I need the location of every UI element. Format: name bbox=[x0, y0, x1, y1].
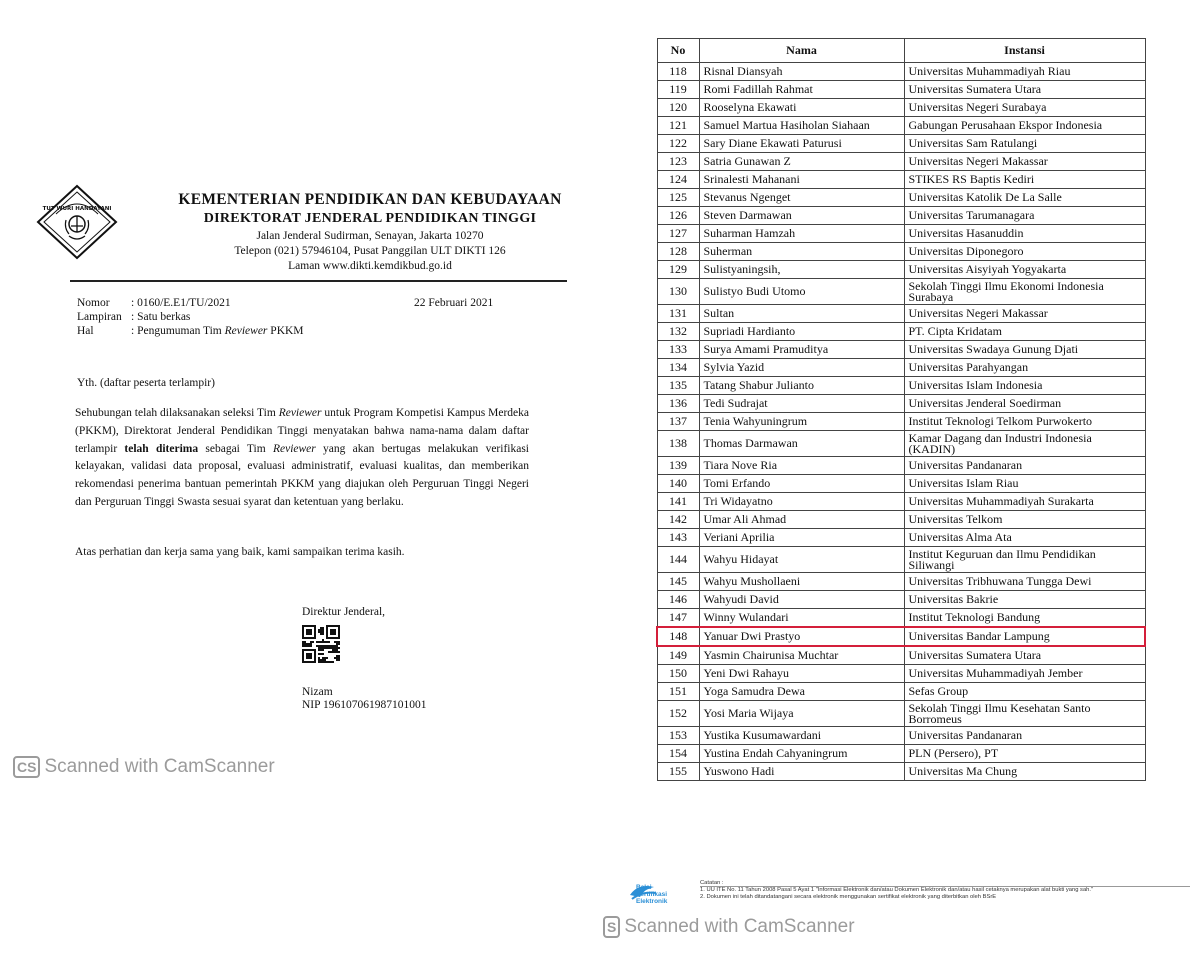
cell-no: 128 bbox=[657, 243, 699, 261]
cell-instansi: Universitas Alma Ata bbox=[904, 529, 1145, 547]
table-row bbox=[657, 189, 1145, 207]
cell-instansi: Universitas Sam Ratulangi bbox=[904, 135, 1145, 153]
camscanner-text-right: Scanned with CamScanner bbox=[624, 916, 855, 937]
cell-no: 127 bbox=[657, 225, 699, 243]
cell-no: 137 bbox=[657, 413, 699, 431]
table-row bbox=[657, 493, 1145, 511]
cell-instansi: PLN (Persero), PT bbox=[904, 745, 1145, 763]
bsre-label: Balai Sertifikasi Elektronik bbox=[636, 884, 668, 905]
cell-no: 124 bbox=[657, 171, 699, 189]
table-row bbox=[657, 117, 1145, 135]
cell-nama: Suherman bbox=[699, 243, 904, 261]
reviewer-table bbox=[656, 38, 1146, 781]
cell-no: 141 bbox=[657, 493, 699, 511]
cell-nama: Yasmin Chairunisa Muchtar bbox=[699, 646, 904, 665]
cell-nama: Risnal Diansyah bbox=[699, 63, 904, 81]
table-row bbox=[657, 323, 1145, 341]
cell-no: 136 bbox=[657, 395, 699, 413]
meta-hal bbox=[77, 325, 304, 337]
table-row bbox=[657, 475, 1145, 493]
signer-nip: NIP 196107061987101001 bbox=[302, 699, 427, 711]
table-row bbox=[657, 171, 1145, 189]
table-row bbox=[657, 529, 1145, 547]
meta-nomor-label: Nomor bbox=[77, 297, 110, 309]
table-row bbox=[657, 763, 1145, 781]
cell-nama: Wahyu Hidayat bbox=[699, 547, 904, 573]
cell-nama: Suharman Hamzah bbox=[699, 225, 904, 243]
cell-no: 146 bbox=[657, 591, 699, 609]
body-bold: telah diterima bbox=[124, 442, 199, 455]
cell-no: 119 bbox=[657, 81, 699, 99]
cell-no: 154 bbox=[657, 745, 699, 763]
cell-instansi: PT. Cipta Kridatam bbox=[904, 323, 1145, 341]
directorate-name: DIREKTORAT JENDERAL PENDIDIKAN TINGGI bbox=[203, 211, 537, 226]
camscanner-watermark bbox=[13, 756, 275, 778]
cell-instansi: Gabungan Perusahaan Ekspor Indonesia bbox=[904, 117, 1145, 135]
cell-instansi: Universitas Muhammadiyah Surakarta bbox=[904, 493, 1145, 511]
cell-nama: Romi Fadillah Rahmat bbox=[699, 81, 904, 99]
cell-nama: Supriadi Hardianto bbox=[699, 323, 904, 341]
letter-body bbox=[75, 405, 529, 512]
cell-instansi: Universitas Muhammadiyah Riau bbox=[904, 63, 1145, 81]
table-row bbox=[657, 153, 1145, 171]
cell-instansi: Universitas Tribhuwana Tungga Dewi bbox=[904, 573, 1145, 591]
table-header-row bbox=[657, 39, 1145, 63]
cell-instansi: Universitas Parahyangan bbox=[904, 359, 1145, 377]
closing-sentence: Atas perhatian dan kerja sama yang baik, kami sampaikan terima kasih. bbox=[75, 546, 405, 558]
table-row bbox=[657, 63, 1145, 81]
cell-nama: Tri Widayatno bbox=[699, 493, 904, 511]
body-part-3: sebagai Tim bbox=[198, 442, 273, 455]
footer-notes bbox=[700, 880, 1190, 901]
cell-instansi: Universitas Pandanaran bbox=[904, 727, 1145, 745]
cell-no: 153 bbox=[657, 727, 699, 745]
table-row bbox=[657, 665, 1145, 683]
cell-instansi: Sekolah Tinggi Ilmu Kesehatan Santo Borromeus bbox=[904, 701, 1145, 727]
table-row bbox=[657, 431, 1145, 457]
cell-nama: Umar Ali Ahmad bbox=[699, 511, 904, 529]
cell-nama: Yustina Endah Cahyaningrum bbox=[699, 745, 904, 763]
meta-lampiran-label: Lampiran bbox=[77, 311, 122, 323]
cell-no: 142 bbox=[657, 511, 699, 529]
cell-nama: Satria Gunawan Z bbox=[699, 153, 904, 171]
cell-nama: Stevanus Ngenget bbox=[699, 189, 904, 207]
cell-nama: Tenia Wahyuningrum bbox=[699, 413, 904, 431]
cell-nama: Yuswono Hadi bbox=[699, 763, 904, 781]
body-italic-2: Reviewer bbox=[272, 442, 316, 455]
meta-lampiran bbox=[77, 311, 190, 323]
cell-nama: Sultan bbox=[699, 305, 904, 323]
cell-instansi: Universitas Tarumanagara bbox=[904, 207, 1145, 225]
cell-instansi: Universitas Negeri Makassar bbox=[904, 153, 1145, 171]
cell-instansi: STIKES RS Baptis Kediri bbox=[904, 171, 1145, 189]
cell-nama: Steven Darmawan bbox=[699, 207, 904, 225]
cell-instansi: Institut Teknologi Bandung bbox=[904, 609, 1145, 628]
cell-no: 145 bbox=[657, 573, 699, 591]
cell-nama: Surya Amami Pramuditya bbox=[699, 341, 904, 359]
table-row bbox=[657, 359, 1145, 377]
body-part-2: untuk Program Kompetisi Kampus Merdeka (PKKM), Direktorat Jenderal Pendidikan Tinggi menyatakan bahwa nama-nama dalam daftar terlampir bbox=[75, 407, 529, 455]
table-row bbox=[657, 99, 1145, 117]
cell-no: 152 bbox=[657, 701, 699, 727]
table-row bbox=[657, 745, 1145, 763]
cell-nama: Sylvia Yazid bbox=[699, 359, 904, 377]
table-row bbox=[657, 701, 1145, 727]
table-row-highlighted bbox=[657, 627, 1145, 646]
letter-date: 22 Februari 2021 bbox=[414, 297, 494, 309]
table-row bbox=[657, 279, 1145, 305]
cell-instansi: Universitas Bandar Lampung bbox=[904, 627, 1145, 646]
signature-title: Direktur Jenderal, bbox=[302, 606, 386, 618]
cell-no: 135 bbox=[657, 377, 699, 395]
cell-instansi: Sefas Group bbox=[904, 683, 1145, 701]
meta-lampiran-value: : Satu berkas bbox=[131, 311, 191, 323]
cell-nama: Samuel Martua Hasiholan Siahaan bbox=[699, 117, 904, 135]
table-row bbox=[657, 547, 1145, 573]
table-row bbox=[657, 305, 1145, 323]
table-row bbox=[657, 609, 1145, 628]
cell-no: 122 bbox=[657, 135, 699, 153]
cell-no: 134 bbox=[657, 359, 699, 377]
cell-no: 132 bbox=[657, 323, 699, 341]
cell-instansi: Universitas Negeri Makassar bbox=[904, 305, 1145, 323]
meta-nomor bbox=[77, 297, 231, 309]
meta-hal-italic: Reviewer bbox=[224, 325, 268, 337]
meta-hal-label: Hal bbox=[77, 325, 94, 337]
cell-no: 151 bbox=[657, 683, 699, 701]
cell-instansi: Institut Keguruan dan Ilmu Pendidikan Siliwangi bbox=[904, 547, 1145, 573]
table-row bbox=[657, 683, 1145, 701]
table-row bbox=[657, 395, 1145, 413]
cell-instansi: Universitas Telkom bbox=[904, 511, 1145, 529]
table-row bbox=[657, 207, 1145, 225]
cell-nama: Yosi Maria Wijaya bbox=[699, 701, 904, 727]
cell-nama: Thomas Darmawan bbox=[699, 431, 904, 457]
camscanner-icon: CS bbox=[13, 756, 40, 778]
cell-instansi: Universitas Bakrie bbox=[904, 591, 1145, 609]
cell-no: 121 bbox=[657, 117, 699, 135]
header-no: No bbox=[657, 39, 699, 63]
tut-wuri-handayani-logo bbox=[36, 184, 118, 260]
cell-no: 131 bbox=[657, 305, 699, 323]
cell-instansi: Sekolah Tinggi Ilmu Ekonomi Indonesia Surabaya bbox=[904, 279, 1145, 305]
camscanner-text: Scanned with CamScanner bbox=[44, 756, 275, 777]
cell-no: 138 bbox=[657, 431, 699, 457]
cell-nama: Tatang Shabur Julianto bbox=[699, 377, 904, 395]
cell-nama: Tedi Sudrajat bbox=[699, 395, 904, 413]
cell-nama: Yanuar Dwi Prastyo bbox=[699, 627, 904, 646]
footer-note-1: 1. UU ITE No. 11 Tahun 2008 Pasal 5 Ayat 1 "Informasi Elektronik dan/atau Dokumen Elektronik dan/atau hasil cetaknya merupakan alat bukti yang sah." bbox=[700, 887, 1094, 893]
cell-nama: Veriani Aprilia bbox=[699, 529, 904, 547]
table-row bbox=[657, 511, 1145, 529]
table-row bbox=[657, 243, 1145, 261]
letterhead-address: Jalan Jenderal Sudirman, Senayan, Jakarta 10270 bbox=[256, 230, 484, 242]
cell-instansi: Universitas Negeri Surabaya bbox=[904, 99, 1145, 117]
cell-instansi: Universitas Islam Indonesia bbox=[904, 377, 1145, 395]
cell-nama: Yeni Dwi Rahayu bbox=[699, 665, 904, 683]
cell-no: 150 bbox=[657, 665, 699, 683]
logo-text: TUT WURI HANDAYANI bbox=[42, 206, 112, 212]
body-italic-1: Reviewer bbox=[278, 407, 322, 419]
table-row bbox=[657, 135, 1145, 153]
cell-no: 120 bbox=[657, 99, 699, 117]
meta-nomor-value: : 0160/E.E1/TU/2021 bbox=[131, 297, 231, 309]
letterhead-divider bbox=[70, 280, 567, 282]
letterhead-phone: Telepon (021) 57946104, Pusat Panggilan ULT DIKTI 126 bbox=[234, 245, 506, 257]
table-row bbox=[657, 81, 1145, 99]
cell-nama: Winny Wulandari bbox=[699, 609, 904, 628]
cell-no: 140 bbox=[657, 475, 699, 493]
cell-instansi: Kamar Dagang dan Industri Indonesia (KADIN) bbox=[904, 431, 1145, 457]
cell-no: 130 bbox=[657, 279, 699, 305]
table-row bbox=[657, 457, 1145, 475]
qr-code-icon bbox=[302, 625, 340, 663]
footer-note-2: 2. Dokumen ini telah ditandatangani secara elektronik menggunakan sertifikat elektronik yang diterbitkan oleh BSrE bbox=[700, 894, 997, 900]
cell-no: 144 bbox=[657, 547, 699, 573]
table-row bbox=[657, 341, 1145, 359]
cell-no: 123 bbox=[657, 153, 699, 171]
catatan-label: Catatan : bbox=[700, 880, 724, 886]
cell-nama: Rooselyna Ekawati bbox=[699, 99, 904, 117]
cell-instansi: Universitas Muhammadiyah Jember bbox=[904, 665, 1145, 683]
table-row bbox=[657, 573, 1145, 591]
table-row bbox=[657, 591, 1145, 609]
signer-name: Nizam bbox=[302, 686, 333, 698]
cell-instansi: Universitas Sumatera Utara bbox=[904, 646, 1145, 665]
header-instansi: Instansi bbox=[904, 39, 1145, 63]
cell-no: 143 bbox=[657, 529, 699, 547]
ministry-name: KEMENTERIAN PENDIDIKAN DAN KEBUDAYAAN bbox=[178, 191, 562, 208]
cell-no: 147 bbox=[657, 609, 699, 628]
recipient: Yth. (daftar peserta terlampir) bbox=[77, 377, 215, 389]
cell-no: 118 bbox=[657, 63, 699, 81]
cell-nama: Sary Diane Ekawati Paturusi bbox=[699, 135, 904, 153]
cell-no: 148 bbox=[657, 627, 699, 646]
cell-instansi: Institut Teknologi Telkom Purwokerto bbox=[904, 413, 1145, 431]
cell-no: 129 bbox=[657, 261, 699, 279]
body-part-1: Sehubungan telah dilaksanakan seleksi Tim bbox=[75, 407, 279, 419]
cell-instansi: Universitas Islam Riau bbox=[904, 475, 1145, 493]
table-row bbox=[657, 377, 1145, 395]
table-row bbox=[657, 413, 1145, 431]
cell-no: 126 bbox=[657, 207, 699, 225]
cell-no: 139 bbox=[657, 457, 699, 475]
cell-no: 149 bbox=[657, 646, 699, 665]
cell-nama: Yustika Kusumawardani bbox=[699, 727, 904, 745]
cell-nama: Tomi Erfando bbox=[699, 475, 904, 493]
cell-instansi: Universitas Diponegoro bbox=[904, 243, 1145, 261]
footer-rule bbox=[700, 886, 1190, 887]
cell-instansi: Universitas Katolik De La Salle bbox=[904, 189, 1145, 207]
cell-nama: Wahyudi David bbox=[699, 591, 904, 609]
table-body bbox=[657, 63, 1145, 781]
table-row bbox=[657, 646, 1145, 665]
header-nama: Nama bbox=[699, 39, 904, 63]
cell-instansi: Universitas Jenderal Soedirman bbox=[904, 395, 1145, 413]
cell-instansi: Universitas Pandanaran bbox=[904, 457, 1145, 475]
letterhead-website: Laman www.dikti.kemdikbud.go.id bbox=[288, 260, 452, 272]
cell-nama: Sulistyo Budi Utomo bbox=[699, 279, 904, 305]
table-row bbox=[657, 225, 1145, 243]
cell-instansi: Universitas Aisyiyah Yogyakarta bbox=[904, 261, 1145, 279]
meta-hal-suffix: PKKM bbox=[267, 325, 304, 337]
camscanner-icon-right: S bbox=[603, 916, 620, 938]
cell-instansi: Universitas Swadaya Gunung Djati bbox=[904, 341, 1145, 359]
cell-no: 155 bbox=[657, 763, 699, 781]
cell-instansi: Universitas Sumatera Utara bbox=[904, 81, 1145, 99]
cell-nama: Sulistyaningsih, bbox=[699, 261, 904, 279]
meta-hal-prefix: : Pengumuman Tim bbox=[131, 325, 225, 337]
cell-no: 125 bbox=[657, 189, 699, 207]
camscanner-watermark-right bbox=[603, 916, 855, 938]
cell-nama: Wahyu Mushollaeni bbox=[699, 573, 904, 591]
cell-instansi: Universitas Hasanuddin bbox=[904, 225, 1145, 243]
cell-nama: Tiara Nove Ria bbox=[699, 457, 904, 475]
body-part-4: yang akan bertugas melakukan verifikasi kelayakan, validasi data proposal, evaluasi administratif, evaluasi kualitas, dan memberikan rekomendasi penerima bantuan pemerintah PKKM yang diajukan oleh Perguruan Tinggi Negeri dan Perguruan Tinggi Swasta sesuai syarat dan ketentuan yang berlaku. bbox=[75, 442, 529, 508]
table-row bbox=[657, 261, 1145, 279]
cell-nama: Yoga Samudra Dewa bbox=[699, 683, 904, 701]
table-row bbox=[657, 727, 1145, 745]
cell-instansi: Universitas Ma Chung bbox=[904, 763, 1145, 781]
cell-nama: Srinalesti Mahanani bbox=[699, 171, 904, 189]
cell-no: 133 bbox=[657, 341, 699, 359]
